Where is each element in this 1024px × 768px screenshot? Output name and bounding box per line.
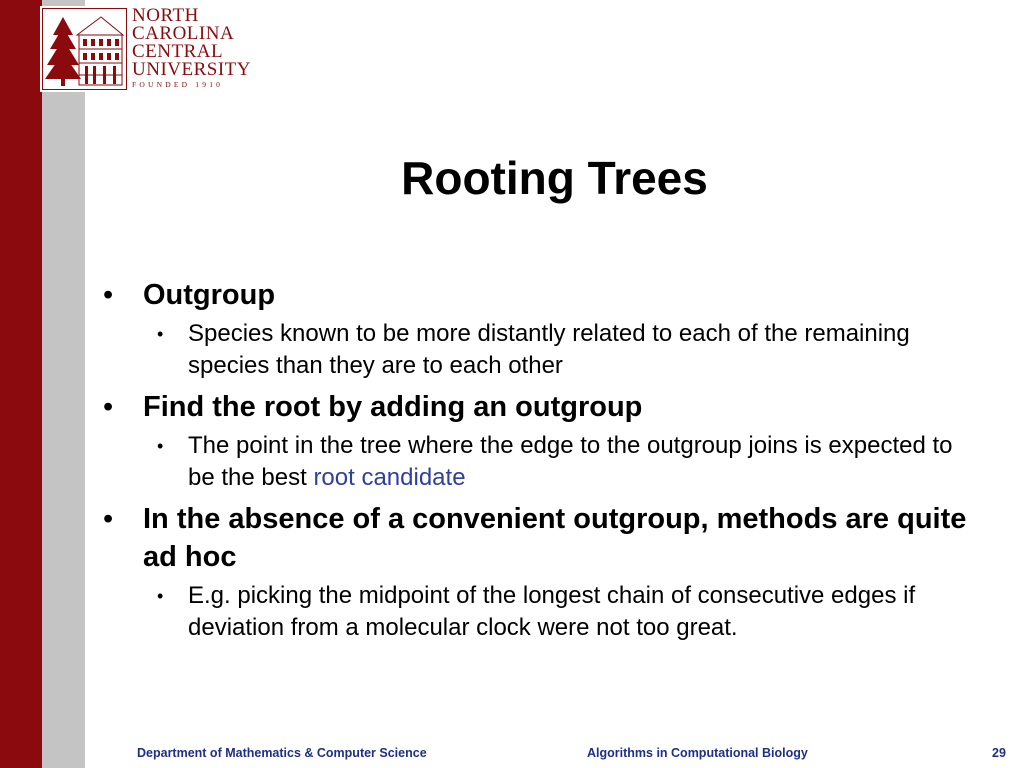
footer-department: Department of Mathematics & Computer Science [137,746,427,760]
university-logo [40,6,252,92]
sub-bullet-midpoint-example: • E.g. picking the midpoint of the longest chain of consecutive edges if deviation from a molecular clock were not too great. [100,580,980,644]
root-candidate-link[interactable]: root candidate [313,464,466,491]
left-gray-band [42,0,85,768]
university-name [132,7,252,90]
bullet-absence-outgroup: • In the absence of a convenient outgroup, methods are quite ad hoc [100,500,980,576]
sub-bullet-outgroup-definition: • Species known to be more distantly related to each of the remaining species than they are to each other [100,318,980,382]
slide-footer [0,746,1024,766]
bullet-outgroup: • Outgroup [100,276,980,314]
bullet-find-root: • Find the root by adding an outgroup [100,388,980,426]
logo-line-4: UNIVERSITY [132,59,251,80]
left-red-band [0,0,42,768]
footer-page-number: 29 [992,746,1006,760]
sub-bullet-root-point [100,430,980,494]
footer-course: Algorithms in Computational Biology [587,746,808,760]
logo-line-3: CENTRAL [132,41,224,62]
sub-bullet-root-point-text: The point in the tree where the edge to the outgroup joins is expected to be the best [188,432,953,491]
logo-line-2: CAROLINA [132,23,235,44]
slide-content [100,270,980,644]
building-illustration [43,9,125,88]
building-emblem-icon [42,8,127,90]
logo-founded: FOUNDED 1910 [132,80,224,89]
slide-title: Rooting Trees [401,152,708,204]
logo-line-1: NORTH [132,5,199,26]
